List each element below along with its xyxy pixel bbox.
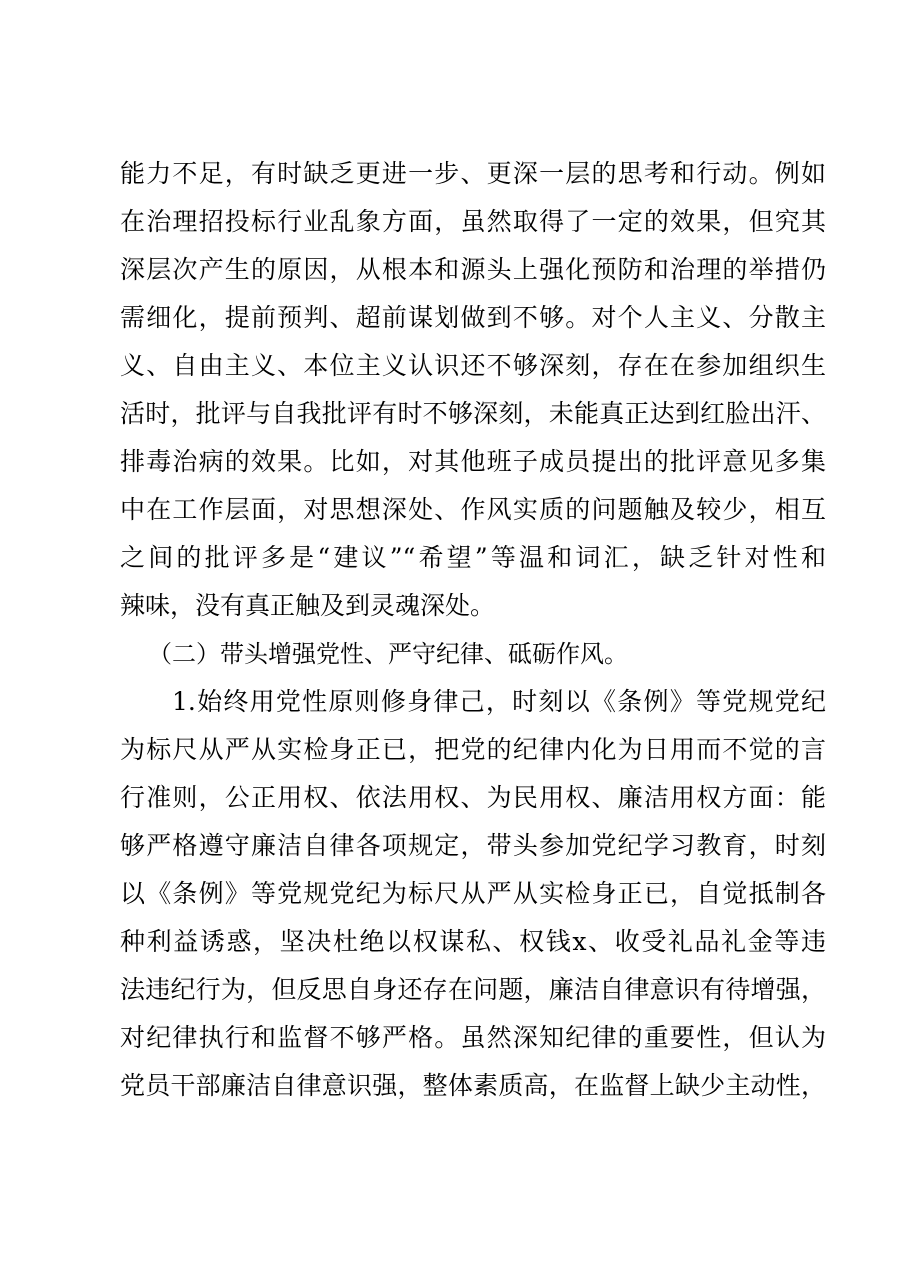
section-heading: （二）带头增强党性、严守纪律、砥砺作风。	[148, 640, 628, 668]
text-line: 以《条例》等党规党纪为标尺从严从实检身正已，自觉抵制各	[120, 879, 826, 908]
body-text	[120, 150, 826, 1110]
text-line: 种利益诱惑，坚决杜绝以权谋私、权钱x、收受礼品礼金等违	[120, 927, 826, 956]
text-line: 党员干部廉洁自律意识强，整体素质高，在监督上缺少主动性，	[120, 1071, 826, 1100]
text-line: 排毒治病的效果。比如，对其他班子成员提出的批评意见多集	[120, 447, 826, 476]
text-line: 需细化，提前预判、超前谋划做到不够。对个人主义、分散主	[120, 303, 826, 332]
text-line: 辣味，没有真正触及到灵魂深处。	[120, 591, 496, 620]
text-line: 法违纪行为，但反思自身还存在问题，廉洁自律意识有待增强，	[120, 975, 826, 1004]
text-line: 中在工作层面，对思想深处、作风实质的问题触及较少，相互	[120, 495, 826, 524]
text-line: 义、自由主义、本位主义认识还不够深刻，存在在参加组织生	[120, 351, 826, 380]
text-line: 活时，批评与自我批评有时不够深刻，未能真正达到红脸出汗、	[120, 399, 826, 428]
text-line: 深层次产生的原因，从根本和源头上强化预防和治理的举措仍	[120, 255, 826, 284]
text-line: 对纪律执行和监督不够严格。虽然深知纪律的重要性，但认为	[120, 1023, 826, 1052]
text-line: 在治理招投标行业乱象方面，虽然取得了一定的效果，但究其	[120, 207, 826, 236]
text-line: 够严格遵守廉洁自律各项规定，带头参加党纪学习教育，时刻	[120, 831, 826, 860]
text-line: 行准则，公正用权、依法用权、为民用权、廉洁用权方面：能	[120, 783, 826, 812]
text-line: 能力不足，有时缺乏更进一步、更深一层的思考和行动。例如	[120, 159, 826, 188]
text-line: 1.始终用党性原则修身律己，时刻以《条例》等党规党纪	[172, 687, 826, 716]
text-line: 为标尺从严从实检身正已，把党的纪律内化为日用而不觉的言	[120, 735, 826, 764]
text-line: 之间的批评多是“建议”“希望”等温和词汇，缺乏针对性和	[120, 543, 826, 572]
